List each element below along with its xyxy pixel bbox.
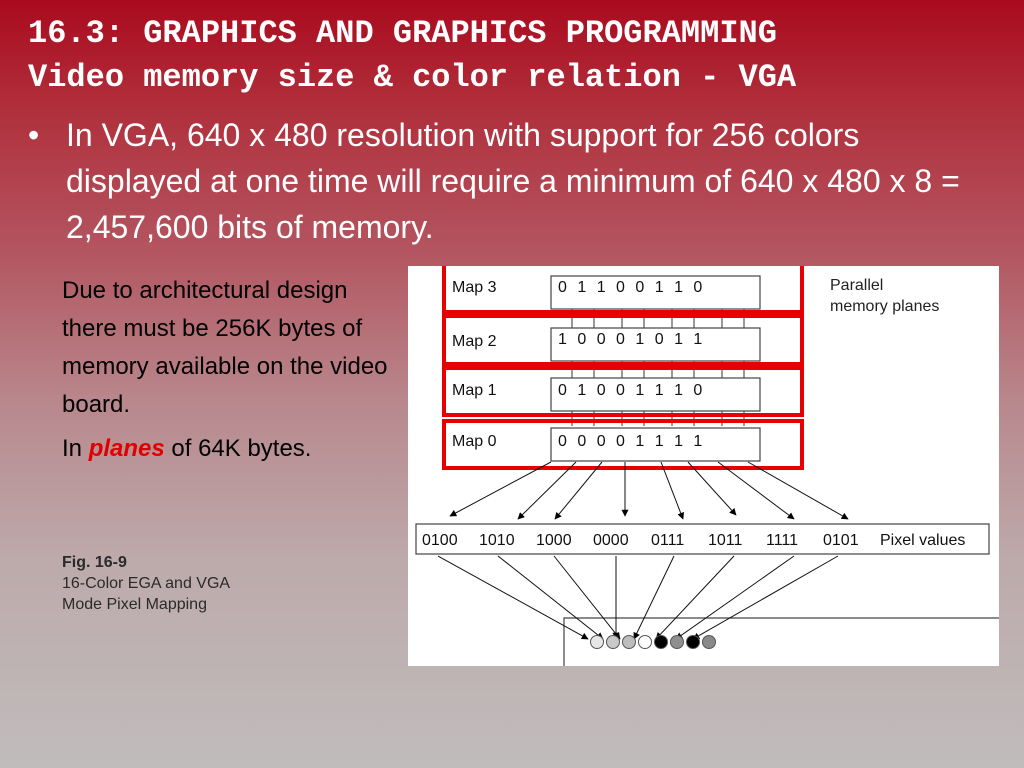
side-text [62,272,402,468]
screen-pixel-5 [671,636,684,649]
title-line-1: 16.3: GRAPHICS AND GRAPHICS PROGRAMMING [28,15,777,52]
screen-pixel-3 [639,636,652,649]
map-1-label: Map 1 [452,382,497,399]
plane-to-pixel-arrows [450,462,848,519]
pixel-value-3: 0000 [593,532,629,549]
screen-pixel-7 [703,636,716,649]
title-line-2: Video memory size & color relation - VGA [28,59,797,96]
side-paragraph-2 [62,430,402,468]
map-0-label: Map 0 [452,433,497,450]
pixel-value-4: 0111 [651,532,685,549]
pixel-values-label: Pixel values [880,532,966,549]
planes-emphasis: planes [88,435,165,462]
bullet-marker: • [28,117,40,153]
pixel-values-bar [416,524,989,554]
screen-pixel-0 [591,636,604,649]
caption-line-2: Mode Pixel Mapping [62,596,207,613]
screen-pixel-4 [655,636,668,649]
map-3-row [444,266,802,312]
pixel-value-7: 0101 [823,532,859,549]
pixel-mapping-figure [408,266,999,666]
map-0-bits: 0 0 0 0 1 1 1 1 [558,433,703,450]
screen-pixel-2 [623,636,636,649]
caption-line-1: 16-Color EGA and VGA [62,575,231,592]
caption-fig-number: Fig. 16-9 [62,554,127,571]
screen-pixel-6 [687,636,700,649]
planes-prefix: In [62,435,89,462]
pixel-to-screen-arrows [438,556,838,639]
map-0-row [444,421,802,468]
slide-title [28,12,796,100]
side-paragraph-1: Due to architectural design there must be 256K bytes of memory available on the video board. [62,277,388,418]
map-2-row [444,316,802,364]
screen-pixel-1 [607,636,620,649]
pixel-value-1: 1010 [479,532,515,549]
pixel-value-6: 1111 [766,532,799,549]
figure-caption [62,552,230,615]
planes-label-line-1: Parallel [830,277,884,294]
map-1-row [444,368,802,415]
pixel-value-2: 1000 [536,532,572,549]
pixel-value-5: 1011 [708,532,743,549]
pixel-value-0: 0100 [422,532,458,549]
pixel-mapping-diagram [408,266,999,666]
map-3-bits: 0 1 1 0 0 1 1 0 [558,279,703,296]
screen-pixels [591,636,716,649]
bullet-text: In VGA, 640 x 480 resolution with support for 256 colors displayed at one time will require a minimum of 640 x 480 x 8 = 2,457,600 bits of memory. [66,117,960,245]
planes-suffix: of 64K bytes. [164,435,312,462]
map-2-label: Map 2 [452,333,497,350]
map-3-label: Map 3 [452,279,497,296]
map-1-bits: 0 1 0 0 1 1 1 0 [558,382,703,399]
map-2-bits: 1 0 0 0 1 0 1 1 [558,331,703,348]
planes-label-line-2: memory planes [830,298,940,315]
